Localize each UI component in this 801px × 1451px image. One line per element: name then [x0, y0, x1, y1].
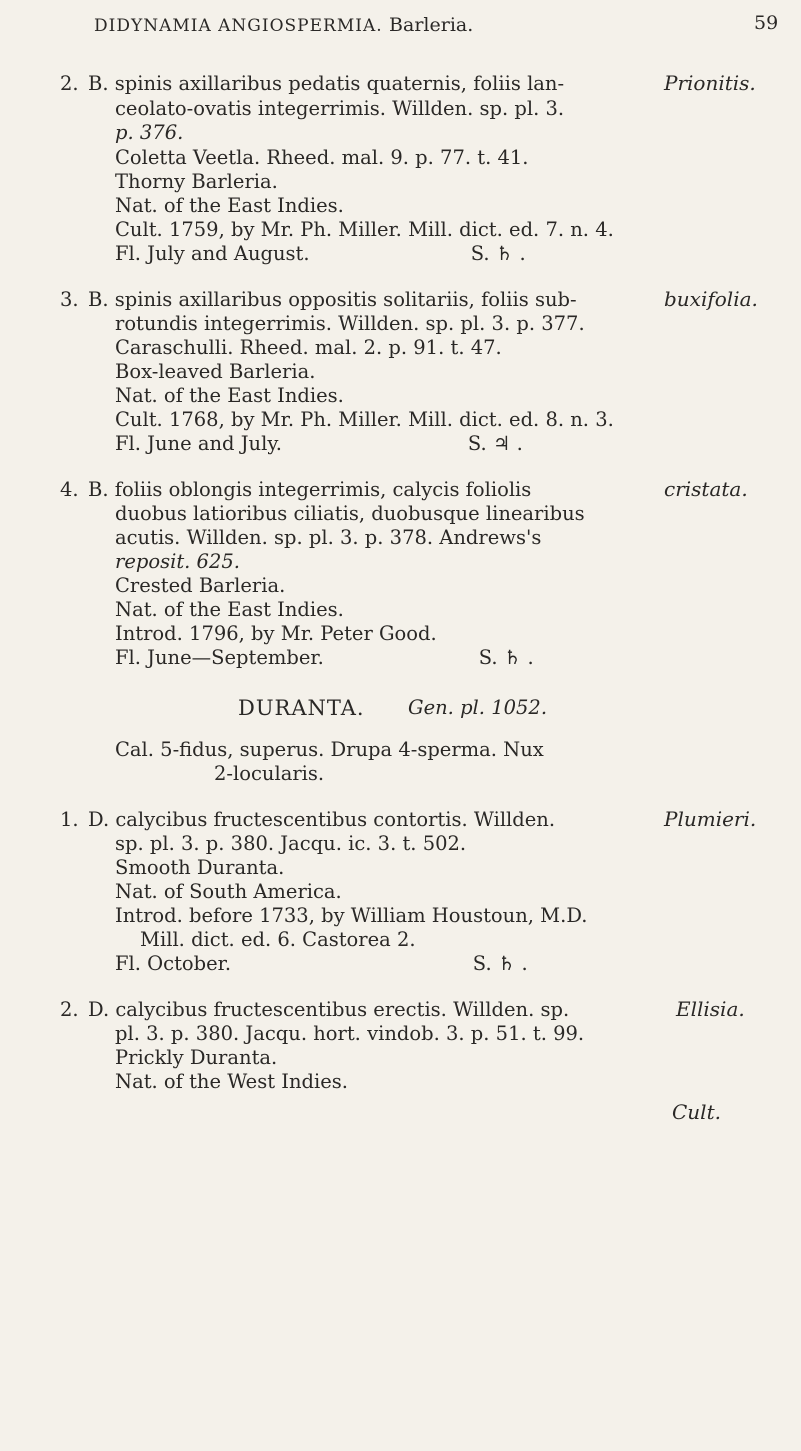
entry-line: Prickly Duranta. — [115, 1046, 278, 1069]
entry-line: Fl. June and July. S. ♃ . — [115, 432, 523, 455]
catchword: Cult. — [672, 1100, 721, 1124]
genus-title: DURANTA. — [238, 696, 365, 720]
entry-line: Fl. June—September. S. ♄ . — [115, 646, 534, 669]
entry-line: B. foliis oblongis integerrimis, calycis foliolis — [88, 478, 532, 501]
entry-number: 2. — [60, 72, 79, 95]
entry-line: Nat. of South America. — [115, 880, 342, 903]
page-number: 59 — [754, 12, 779, 34]
running-header — [94, 14, 473, 36]
species-epithet: Ellisia. — [676, 997, 745, 1021]
genus-reference: Gen. pl. 1052. — [408, 696, 548, 719]
entry-line: Smooth Duranta. — [115, 856, 285, 879]
entry-line: Fl. October. S. ♄ . — [115, 952, 528, 975]
entry-line: Nat. of the East Indies. — [115, 384, 344, 407]
entry-line: Introd. before 1733, by William Houstoun, M.D. — [115, 904, 588, 927]
header-section: DIDYNAMIA ANGIOSPERMIA. — [94, 16, 383, 36]
genus-character: 2-locularis. — [214, 762, 325, 785]
entry-line: acutis. Willden. sp. pl. 3. p. 378. Andrews's — [115, 526, 542, 549]
species-epithet: cristata. — [664, 477, 748, 501]
entry-line: Crested Barleria. — [115, 574, 286, 597]
entry-line: B. spinis axillaribus oppositis solitariis, foliis sub- — [88, 288, 577, 311]
entry-line: Box-leaved Barleria. — [115, 360, 316, 383]
header-genus: Barleria. — [389, 14, 474, 36]
entry-line: Fl. July and August. S. ♄ . — [115, 242, 526, 265]
entry-line: D. calycibus fructescentibus erectis. Willden. sp. — [88, 998, 570, 1021]
entry-line: Nat. of the East Indies. — [115, 194, 344, 217]
entry-line: sp. pl. 3. p. 380. Jacqu. ic. 3. t. 502. — [115, 832, 467, 855]
entry-line: Cult. 1768, by Mr. Ph. Miller. Mill. dict. ed. 8. n. 3. — [115, 408, 614, 431]
entry-line: p. 376. — [115, 121, 184, 144]
entry-line: Introd. 1796, by Mr. Peter Good. — [115, 622, 437, 645]
species-epithet: Plumieri. — [664, 807, 757, 831]
entry-line: Thorny Barleria. — [115, 170, 278, 193]
entry-number: 4. — [60, 478, 79, 501]
entry-line: Cult. 1759, by Mr. Ph. Miller. Mill. dict. ed. 7. n. 4. — [115, 218, 614, 241]
entry-line: ceolato-ovatis integerrimis. Willden. sp. pl. 3. — [115, 97, 565, 120]
entry-number: 3. — [60, 288, 79, 311]
entry-line: D. calycibus fructescentibus contortis. Willden. — [88, 808, 556, 831]
entry-line: Coletta Veetla. Rheed. mal. 9. p. 77. t. 41. — [115, 146, 529, 169]
entry-line: Mill. dict. ed. 6. Castorea 2. — [140, 928, 416, 951]
entry-number: 1. — [60, 808, 79, 831]
entry-line: B. spinis axillaribus pedatis quaternis, foliis lan- — [88, 72, 565, 95]
entry-line: rotundis integerrimis. Willden. sp. pl. 3. p. 377. — [115, 312, 585, 335]
entry-line: duobus latioribus ciliatis, duobusque linearibus — [115, 502, 585, 525]
species-epithet: buxifolia. — [664, 287, 758, 311]
species-epithet: Prionitis. — [664, 71, 756, 95]
genus-character: Cal. 5-fidus, superus. Drupa 4-sperma. Nux — [115, 738, 544, 761]
entry-number: 2. — [60, 998, 79, 1021]
entry-line: Nat. of the East Indies. — [115, 598, 344, 621]
entry-line: Nat. of the West Indies. — [115, 1070, 348, 1093]
entry-line: reposit. 625. — [115, 550, 240, 573]
entry-line: Caraschulli. Rheed. mal. 2. p. 91. t. 47. — [115, 336, 502, 359]
entry-line: pl. 3. p. 380. Jacqu. hort. vindob. 3. p. 51. t. 99. — [115, 1022, 585, 1045]
